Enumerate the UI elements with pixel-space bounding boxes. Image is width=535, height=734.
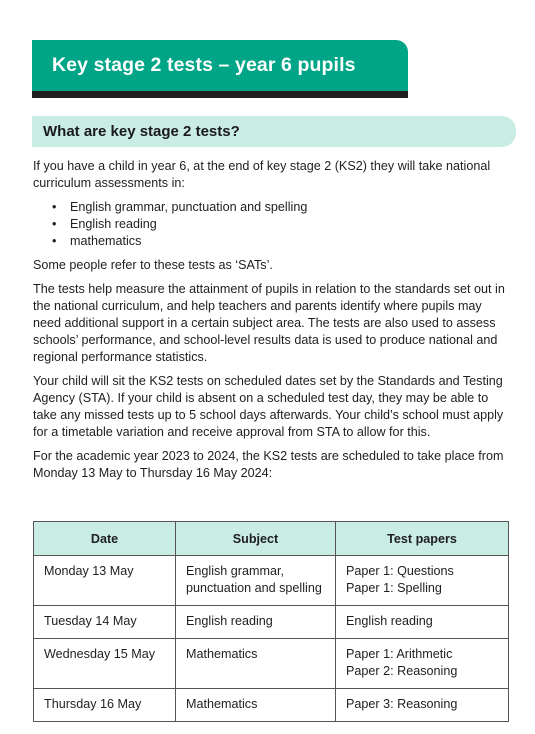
paper-item: Paper 2: Reasoning [346,664,458,678]
column-header-date: Date [34,522,176,556]
paper-item: Paper 1: Questions [346,564,454,578]
table-row [34,556,509,606]
title-underline [32,91,408,98]
subject-cell: English reading [176,606,336,639]
table-row [34,606,509,639]
list-item: • mathematics [33,233,508,250]
column-header-test-papers: Test papers [336,522,509,556]
table-header-row [34,522,509,556]
purpose-paragraph: The tests help measure the attainment of pupils in relation to the standards set out in the national curriculum, and help teachers and parents identify where pupils may need additional support in a certain subject area. The tests are also used to assess schools’ performance, and school-level results data is used to produce national and regional performance statistics. [33,282,505,364]
sats-paragraph: Some people refer to these tests as ‘SATs’. [33,258,273,272]
subject-cell: Mathematics [176,639,336,689]
date-cell: Wednesday 15 May [34,639,176,689]
date-cell: Monday 13 May [34,556,176,606]
title-banner [32,40,408,91]
paper-item: Paper 3: Reasoning [346,697,458,711]
paper-item: Paper 1: Spelling [346,581,442,595]
page-title: Key stage 2 tests – year 6 pupils [52,54,356,76]
paper-item: Paper 1: Arithmetic [346,647,453,661]
section-heading-bar [32,116,516,147]
subject-list [33,199,508,250]
absence-paragraph: Your child will sit the KS2 tests on scheduled dates set by the Standards and Testing Agency (STA). If your child is absent on a scheduled test day, they may be able to take any missed tests up to 5 school days afterwards. Your child’s school must apply for a timetable variation and receive approval from STA to allow for this. [33,374,504,439]
schedule-paragraph: For the academic year 2023 to 2024, the KS2 tests are scheduled to take place from Monday 13 May to Thursday 16 May 2024: [33,449,504,480]
date-cell: Thursday 16 May [34,689,176,722]
list-item: • English reading [33,216,508,233]
subject-cell: English grammar, punctuation and spelling [176,556,336,606]
body-content [33,158,508,489]
section-heading: What are key stage 2 tests? [43,123,240,140]
papers-cell [336,606,509,639]
papers-cell [336,556,509,606]
papers-cell [336,689,509,722]
column-header-subject: Subject [176,522,336,556]
table-row [34,639,509,689]
table-row [34,689,509,722]
date-cell: Tuesday 14 May [34,606,176,639]
papers-cell [336,639,509,689]
paper-item: English reading [346,614,433,628]
subject-cell: Mathematics [176,689,336,722]
list-item: • English grammar, punctuation and spelling [33,199,508,216]
test-schedule-table [33,521,509,722]
intro-paragraph: If you have a child in year 6, at the end of key stage 2 (KS2) they will take national curriculum assessments in: [33,159,491,190]
